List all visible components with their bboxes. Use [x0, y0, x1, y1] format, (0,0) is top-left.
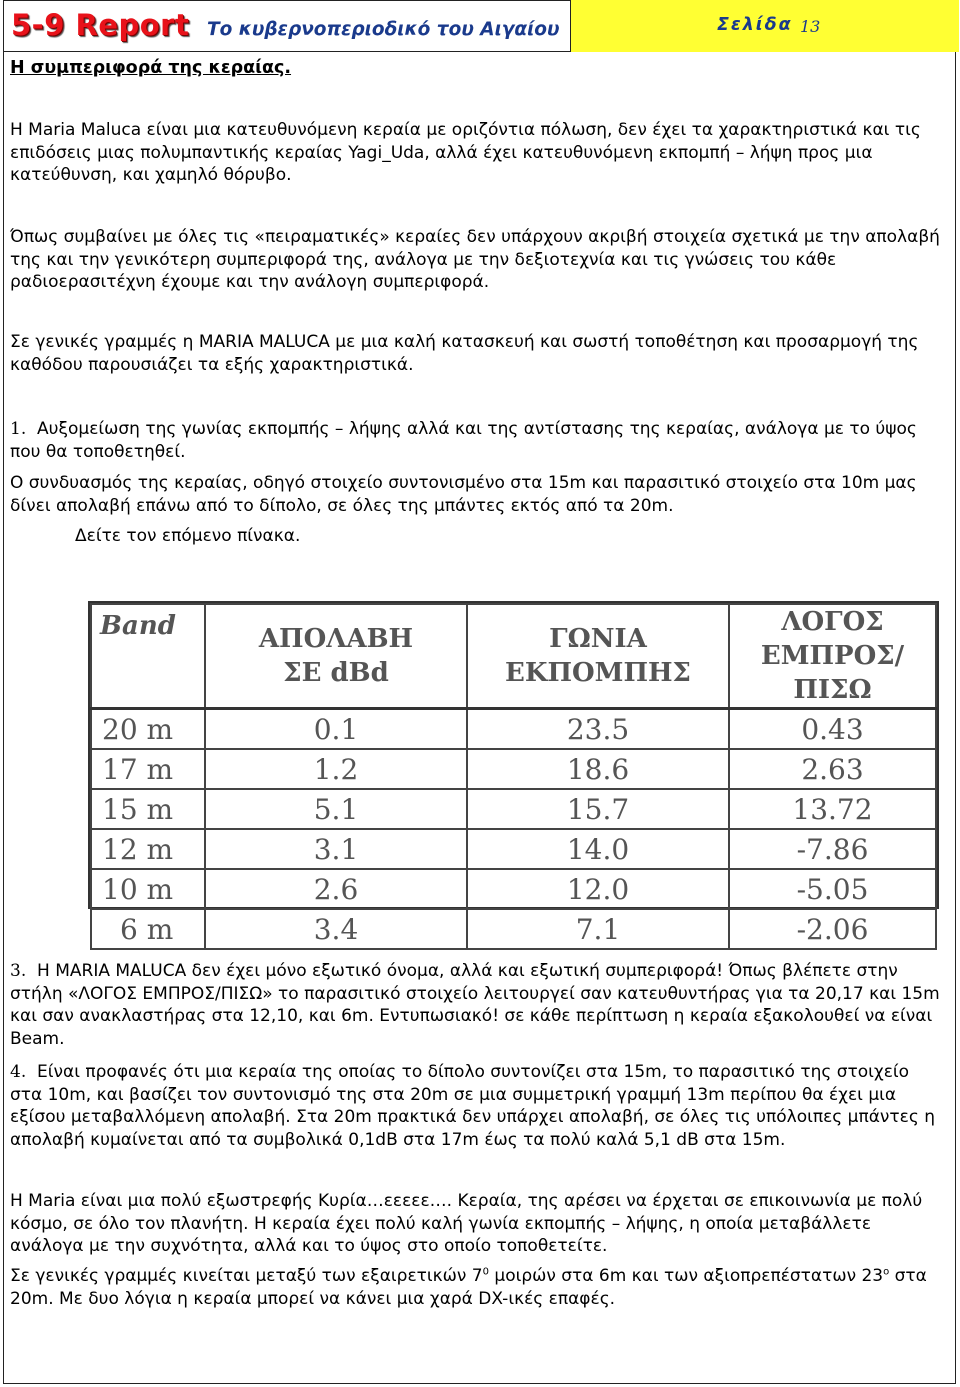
performance-table — [88, 601, 939, 946]
paragraph-point-1 — [10, 418, 940, 463]
cell-angle: 14.0 — [467, 829, 729, 869]
table-row — [91, 869, 936, 909]
list-number: 1. — [10, 419, 27, 439]
header-gain — [205, 604, 467, 709]
list-number: 3. — [10, 961, 27, 981]
table-row — [91, 909, 936, 949]
cell-gain: 0.1 — [205, 709, 467, 750]
degree-sup-2: ο — [883, 1266, 890, 1278]
header-band: Band — [91, 604, 205, 709]
cell-angle: 15.7 — [467, 789, 729, 829]
paragraph-angles — [10, 1265, 940, 1310]
list-text: Η MARIA MALUCA δεν έχει μόνο εξωτικό όνομα, αλλά και εξωτική συμπεριφορά! Όπως βλέπετε στην στήλη «ΛΟΓΟΣ ΕΜΠΡΟΣ/ΠΙΣΩ» το παρασιτικό στοιχείο λειτουργεί σαν κατευθυντήρας για τα 20,17 και 15m και σαν ανακλαστήρας στα 12,10, και 6m. Εντυπωσιακό! σε κάθε περίπτωση η κεραία εξακολουθεί να είναι Beam. — [10, 961, 940, 1049]
paragraph-point-3 — [10, 960, 940, 1050]
header-angle-line1: ΓΩΝΙΑ — [549, 624, 647, 654]
cell-angle: 12.0 — [467, 869, 729, 909]
table-header-row — [91, 604, 936, 709]
cell-band: 6 m — [91, 909, 205, 949]
header-gain-line1: ΑΠΟΛΑΒΗ — [258, 624, 414, 654]
cell-band: 20 m — [91, 709, 205, 750]
cell-ratio: 2.63 — [729, 749, 936, 789]
magazine-subtitle: Το κυβερνοπεριοδικό του Αιγαίου — [207, 19, 560, 40]
degree-sup-1: 0 — [482, 1266, 489, 1278]
cell-gain: 3.4 — [205, 909, 467, 949]
paragraph-point-4 — [10, 1061, 940, 1151]
list-number: 4. — [10, 1062, 27, 1082]
paragraph-intro: Η Maria Maluca είναι μια κατευθυνόμενη κεραία με οριζόντια πόλωση, δεν έχει τα χαρακτηριστικά και τις επιδόσεις μιας πολυμπαντικής κεραίας Yagi_Uda, αλλά έχει κατευθυνόμενη εκπομπή – λήψη προς μια κατεύθυνση, και χαμηλό θόρυβο. — [10, 120, 921, 185]
page-header — [3, 0, 956, 52]
table-row — [91, 829, 936, 869]
list-text: Αυξομείωση της γωνίας εκπομπής – λήψης αλλά και της αντίστασης της κεραίας, ανάλογα με το ύψος που θα τοποθετηθεί. — [10, 419, 917, 462]
header-ratio-line2: ΕΜΠΡΟΣ/ΠΙΣΩ — [760, 641, 905, 705]
magazine-brand: 5-9 Report — [11, 8, 190, 42]
angles-text-c: στα 20m. Με δυο λόγια η κεραία μπορεί να κάνει μια χαρά DX-ικές επαφές. — [10, 1266, 927, 1309]
angles-text-a: Σε γενικές γραμμές κινείται μεταξύ των εξαιρετικών 7 — [10, 1266, 483, 1286]
cell-angle: 18.6 — [467, 749, 729, 789]
paragraph-general: Σε γενικές γραμμές η MARIA MALUCA με μια καλή κατασκευή και σωστή τοποθέτηση και προσαρμογή της καθόδου παρουσιάζει τα εξής χαρακτηριστικά. — [10, 332, 919, 375]
cell-ratio: -5.05 — [729, 869, 936, 909]
section-title: Η συμπεριφορά της κεραίας. — [10, 58, 292, 78]
angles-text-b: μοιρών στα 6m και των αξιοπρεπέστατων 23 — [488, 1266, 884, 1286]
header-gain-line2: ΣΕ dBd — [283, 658, 389, 688]
cell-gain: 3.1 — [205, 829, 467, 869]
cell-band: 10 m — [91, 869, 205, 909]
paragraph-experimental: Όπως συμβαίνει με όλες τις «πειραματικές» κεραίες δεν υπάρχουν ακριβή στοιχεία σχετικά με την απολαβή της και την γενικότερη συμπεριφορά της, ανάλογα με την δεξιοτεχνία και τις γνώσεις του κάθε ραδιοερασιτέχνη έχουμε και την ανάλογη συμπεριφορά. — [10, 227, 940, 292]
header-ratio-line1: ΛΟΓΟΣ — [781, 607, 884, 637]
page-number-box — [570, 0, 959, 52]
cell-gain: 1.2 — [205, 749, 467, 789]
cell-ratio: -2.06 — [729, 909, 936, 949]
cell-band: 15 m — [91, 789, 205, 829]
header-angle — [467, 604, 729, 709]
table-row — [91, 749, 936, 789]
performance-grid — [90, 603, 937, 950]
header-angle-line2: ΕΚΠΟΜΠΗΣ — [505, 658, 691, 688]
cell-band: 12 m — [91, 829, 205, 869]
table-row — [91, 789, 936, 829]
paragraph-maria: Η Maria είναι μια πολύ εξωστρεφής Κυρία…εεεεε…. Κεραία, της αρέσει να έρχεται σε επικοινωνία με πολύ κόσμο, σε όλο τον πλανήτη. Η κεραία έχει πολύ καλή γωνία εκπομπής – λήψης, η οποία μεταβάλλετε ανάλογα με την συχνότητα, αλλά και το ύψος στο οποίο τοποθετείτε. — [10, 1191, 923, 1256]
paragraph-see-table: Δείτε τον επόμενο πίνακα. — [75, 526, 301, 546]
page-label: Σελίδα — [717, 15, 793, 35]
cell-angle: 23.5 — [467, 709, 729, 750]
table-row — [91, 709, 936, 750]
cell-angle: 7.1 — [467, 909, 729, 949]
cell-ratio: 13.72 — [729, 789, 936, 829]
list-text: Είναι προφανές ότι μια κεραία της οποίας το δίπολο συντονίζει στα 15m, το παρασιτικό της στοιχείο στα 10m, και βασίζει τον συντονισμό της στα 20m σε μια συμμετρική γραμμή 13m περίπου θα έχει μια εξίσου μεταβαλλόμενη απολαβή. Στα 20m πρακτικά δεν υπάρχει απολαβή, σε όλες τις υπόλοιπες μπάντες η απολαβή κυμαίνεται από τα συμβολικά 0,1dB στα 17m έως τα πολύ καλά 5,1 dB στα 15m. — [10, 1062, 935, 1150]
cell-ratio: 0.43 — [729, 709, 936, 750]
page-number: 13 — [800, 17, 821, 36]
header-ratio — [729, 604, 936, 709]
cell-gain: 5.1 — [205, 789, 467, 829]
paragraph-combination: Ο συνδυασμός της κεραίας, οδηγό στοιχείο συντονισμένο στα 15m και παρασιτικό στοιχείο στα 10m μας δίνει απολαβή επάνω από το δίπολο, σε όλες της μπάντες εκτός από τα 20m. — [10, 473, 917, 516]
cell-ratio: -7.86 — [729, 829, 936, 869]
cell-gain: 2.6 — [205, 869, 467, 909]
cell-band: 17 m — [91, 749, 205, 789]
